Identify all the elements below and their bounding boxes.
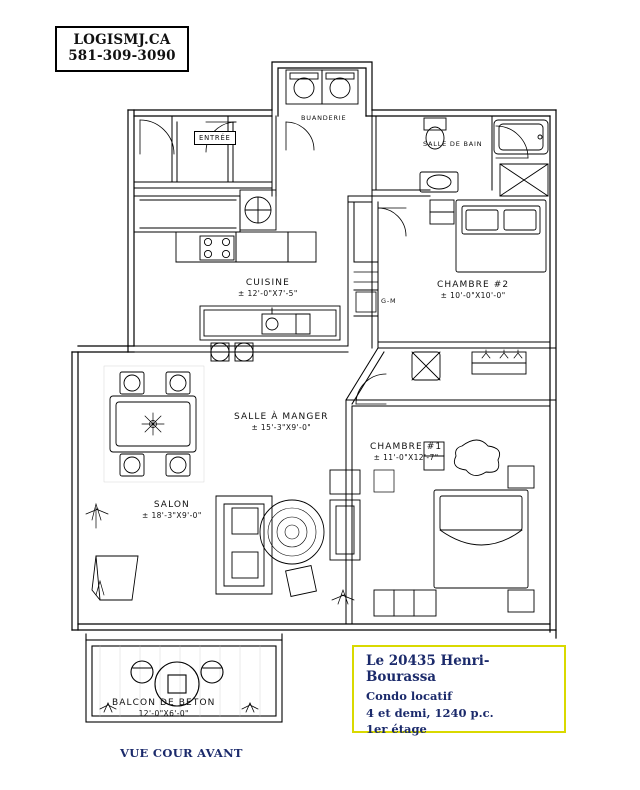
label-gm: G-M — [381, 297, 397, 305]
room-name: SALON — [153, 500, 190, 510]
label-entree: ENTRÉE — [194, 131, 236, 145]
room-label-cuisine — [238, 278, 298, 299]
room-dimension: ± 18'-3"X9'-0" — [142, 511, 202, 521]
room-dimension: ± 15'-3"X9'-0" — [251, 423, 312, 433]
listing-size: 4 et demi, 1240 p.c. — [366, 705, 494, 720]
room-label-chambre-1 — [370, 442, 442, 463]
room-name: BALCON DE BETON — [112, 698, 216, 708]
room-name: CHAMBRE #2 — [437, 280, 510, 290]
brand-phone: 581-309-3090 — [68, 48, 176, 64]
room-dimension: ± 11'-0"X12'-7" — [373, 453, 439, 463]
view-caption: VUE COUR AVANT — [120, 746, 243, 760]
label-salle-de-bain: SALLE DE BAIN — [423, 140, 483, 148]
room-label-balcon — [112, 698, 215, 719]
room-label-salon — [142, 500, 202, 521]
room-name: SALLE À MANGER — [234, 412, 329, 422]
room-dimension: 12'-0"X6'-0" — [138, 709, 189, 719]
listing-type: Condo locatif — [366, 689, 453, 703]
room-name: CHAMBRE #1 — [370, 442, 443, 452]
brand-site: LOGISMJ.CA — [73, 32, 171, 49]
listing-floor: 1er étage — [366, 722, 427, 737]
room-label-salle-a-manger — [234, 412, 329, 433]
room-name: CUISINE — [245, 278, 290, 288]
listing-title: Le 20435 Henri-Bourassa — [366, 653, 490, 685]
label-buanderie: BUANDERIE — [301, 114, 347, 122]
room-label-chambre-2 — [437, 280, 509, 301]
branding-box — [55, 26, 189, 72]
room-dimension: ± 10'-0"X10'-0" — [440, 291, 506, 301]
room-dimension: ± 12'-0"X7'-5" — [238, 289, 298, 299]
listing-info-box — [352, 645, 566, 737]
